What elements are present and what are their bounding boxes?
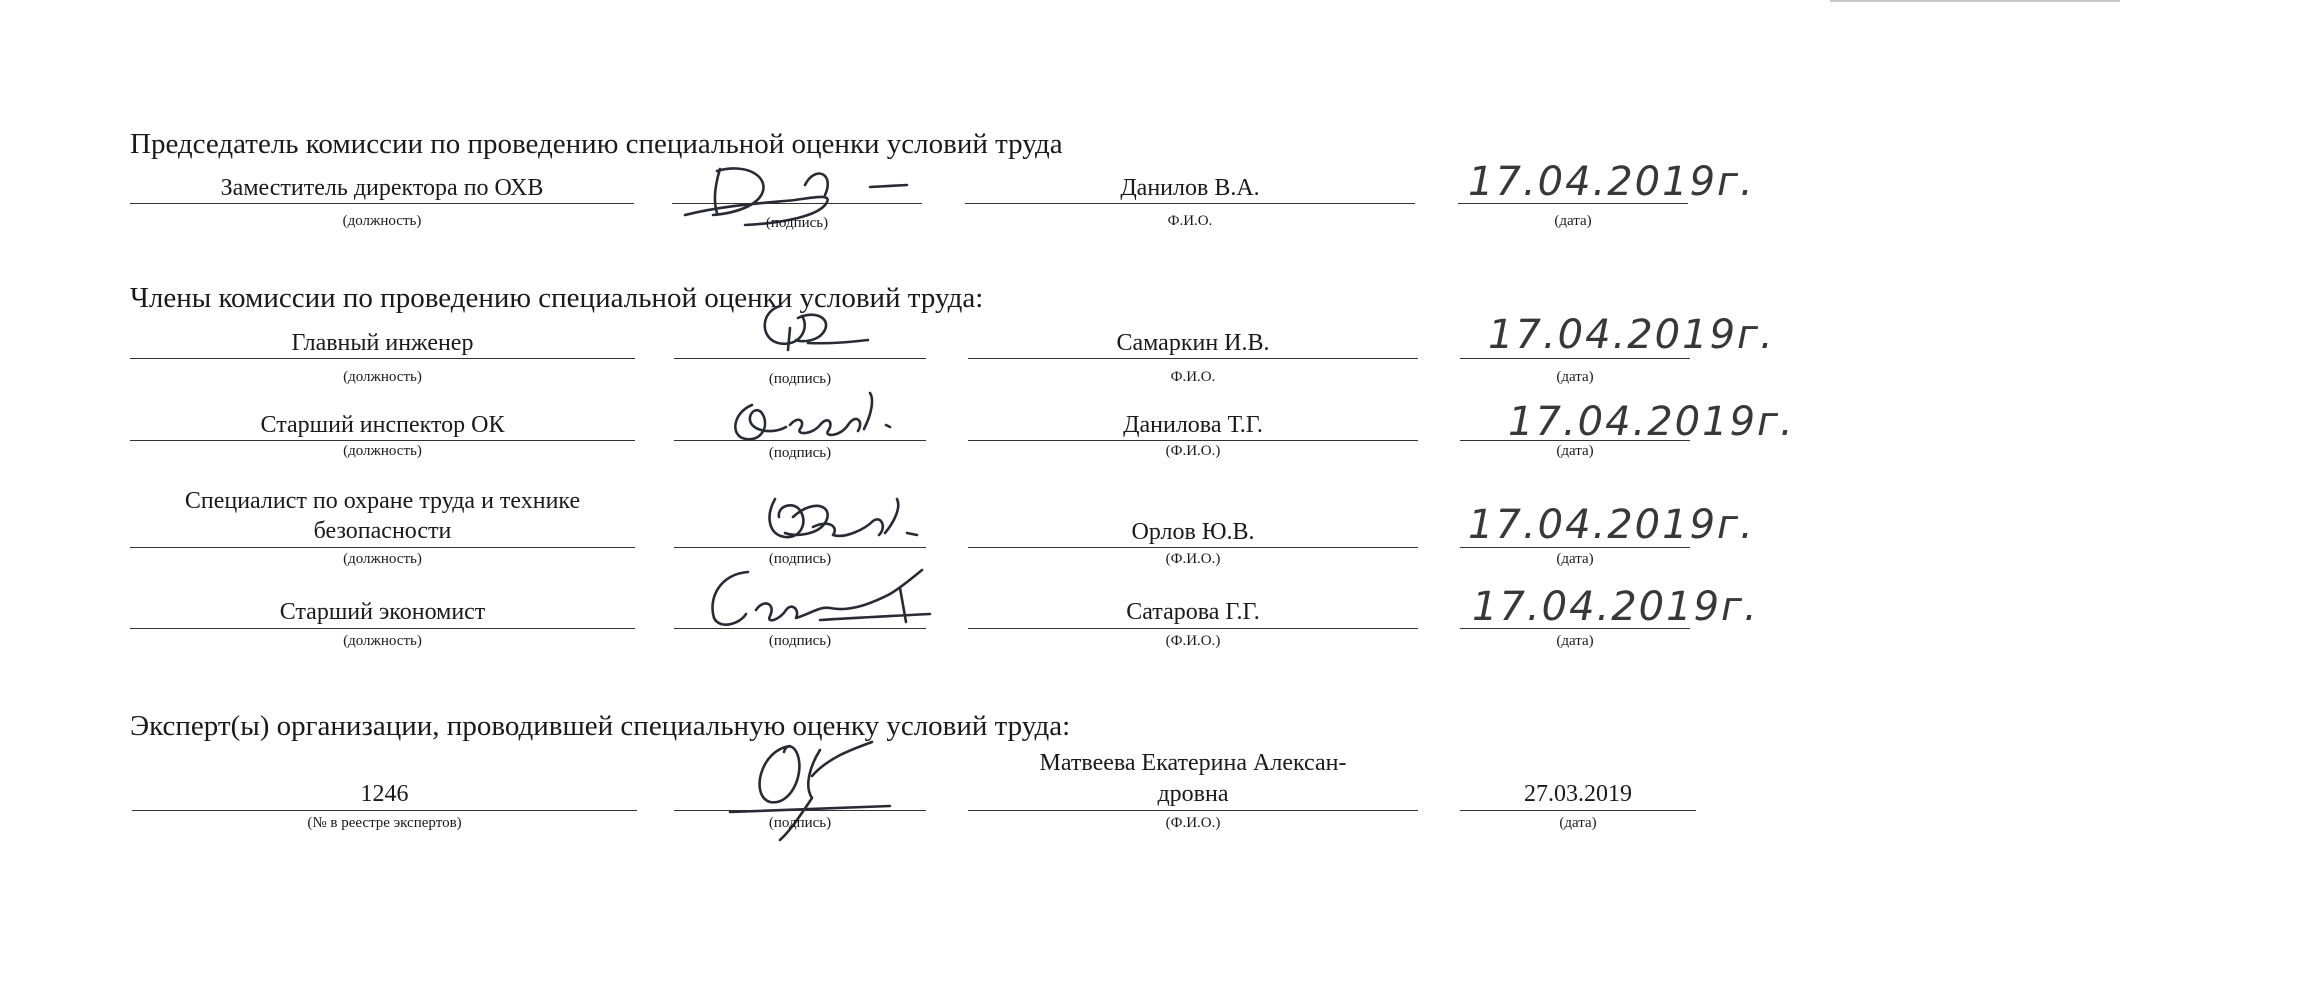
member-signature <box>755 487 930 557</box>
expert-name <box>968 748 1418 811</box>
member-date-caption: (дата) <box>1556 443 1594 459</box>
expert-signature-caption: (подпись) <box>768 815 832 831</box>
member-signature <box>750 298 880 358</box>
chairman-date: 17.04.2019г. <box>1468 159 1755 205</box>
expert-registry-number: 1246 <box>132 779 637 811</box>
member-name-caption: (Ф.И.О.) <box>1165 633 1221 649</box>
expert-name-line1: Матвеева Екатерина Алексан- <box>1039 750 1347 776</box>
member-position: Главный инженер <box>130 328 635 359</box>
chairman-name: Данилов В.А. <box>965 173 1415 204</box>
member-date: 17.04.2019г. <box>1488 312 1775 358</box>
experts-heading: Эксперт(ы) организации, проводившей специальную оценку условий труда: <box>130 710 1071 742</box>
expert-date-caption: (дата) <box>1559 815 1597 831</box>
member-name: Данилова Т.Г. <box>968 410 1418 441</box>
member-position <box>130 486 635 548</box>
chairman-signature-caption: (подпись) <box>765 215 829 231</box>
member-name-caption: Ф.И.О. <box>1170 369 1216 385</box>
member-date: 17.04.2019г. <box>1472 584 1759 630</box>
member-position-caption: (должность) <box>343 369 422 385</box>
chairman-date-caption: (дата) <box>1554 213 1592 229</box>
expert-registry-caption: (№ в реестре экспертов) <box>307 815 462 831</box>
member-name: Орлов Ю.В. <box>968 517 1418 548</box>
member-name-caption: (Ф.И.О.) <box>1165 551 1221 567</box>
expert-name-caption: (Ф.И.О.) <box>1165 815 1221 831</box>
member-signature-caption: (подпись) <box>768 551 832 567</box>
member-signature-caption: (подпись) <box>768 445 832 461</box>
chairman-name-caption: Ф.И.О. <box>1167 213 1213 229</box>
chairman-position: Заместитель директора по ОХВ <box>130 173 634 204</box>
member-date: 17.04.2019г. <box>1468 502 1755 548</box>
expert-name-line2: дровна <box>1157 781 1229 807</box>
member-position-line2: безопасности <box>313 518 452 544</box>
member-position-line1: Специалист по охране труда и технике <box>184 488 581 514</box>
scan-edge-mark <box>1830 0 2120 2</box>
member-position-caption: (должность) <box>343 443 422 459</box>
member-signature <box>724 385 899 450</box>
member-name: Сатарова Г.Г. <box>968 597 1418 629</box>
member-position: Старший экономист <box>130 597 635 629</box>
member-date-caption: (дата) <box>1556 369 1594 385</box>
member-date-caption: (дата) <box>1556 633 1594 649</box>
member-signature-caption: (подпись) <box>768 371 832 387</box>
member-position: Старший инспектор ОК <box>130 410 635 441</box>
member-date: 17.04.2019г. <box>1508 399 1795 445</box>
chairman-heading: Председатель комиссии по проведению специальной оценки условий труда <box>130 128 1063 160</box>
member-signature <box>700 558 940 638</box>
expert-date: 27.03.2019 <box>1460 779 1696 811</box>
members-heading: Члены комиссии по проведению специальной оценки условий труда: <box>130 282 984 314</box>
member-date-caption: (дата) <box>1556 551 1594 567</box>
member-name: Самаркин И.В. <box>968 328 1418 359</box>
member-signature-caption: (подпись) <box>768 633 832 649</box>
chairman-position-caption: (должность) <box>342 213 422 229</box>
member-name-caption: (Ф.И.О.) <box>1165 443 1221 459</box>
member-position-caption: (должность) <box>343 633 422 649</box>
member-position-caption: (должность) <box>343 551 422 567</box>
